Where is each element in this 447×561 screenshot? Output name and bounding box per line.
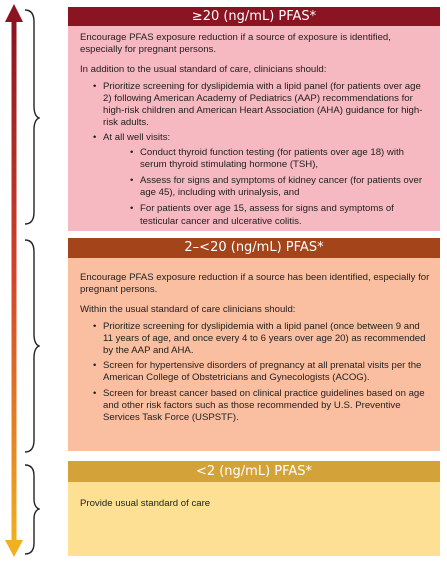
brace-high (25, 10, 39, 224)
low-text: Provide usual standard of care (80, 498, 211, 509)
list-item: • Screen for hypertensive disorders of pregnancy at all prenatal visits per the American College of Obstetricians and Gynecologists (ACOG). (92, 360, 430, 384)
low-level-body (68, 482, 440, 510)
high-list (92, 81, 430, 228)
arrow-up-head (5, 4, 23, 22)
mid-level-panel (68, 238, 440, 451)
list-item: • Prioritize screening for dyslipidemia with a lipid panel (for patients over age 2) following American Academy of Pediatrics (AAP) recommendations for high-risk children and American Heart Association (AHA) guidance for high-risk adults. (92, 81, 430, 130)
list-item: • Prioritize screening for dyslipidemia with a lipid panel (once between 9 and 11 years of age, and once every 4 to 6 years over age 20) as recommended by the AAP and AHA. (92, 321, 430, 358)
brace-mid (25, 240, 39, 452)
arrow-down-head (5, 540, 23, 557)
mid-level-body (68, 258, 440, 424)
low-level-panel (68, 461, 440, 556)
high-sublist (129, 147, 430, 228)
list-item-label: At all well visits: (103, 132, 171, 144)
low-level-title: <2 (ng/mL) PFAS* (68, 461, 440, 482)
high-intro: Encourage PFAS exposure reduction if a source of exposure is identified, especially for pregnant persons. (80, 32, 391, 56)
list-item: • Screen for breast cancer based on clinical practice guidelines based on age and other risk factors such as those recommended by U.S. Preventive Services Task Force (USPSTF). (92, 388, 430, 425)
list-item: • Assess for signs and symptoms of kidney cancer (for patients over age 45), including with urinalysis, and (129, 175, 430, 199)
list-item: • Conduct thyroid function testing (for patients over age 18) with serum thyroid stimulating hormone (TSH), (129, 147, 430, 171)
mid-lead: Within the usual standard of care clinicians should: (80, 304, 296, 316)
high-level-title: ≥20 (ng/mL) PFAS* (68, 7, 440, 26)
mid-intro: Encourage PFAS exposure reduction if a source has been identified, especially for pregnant persons. (80, 272, 430, 296)
brace-low (25, 465, 39, 554)
mid-list (92, 321, 430, 425)
high-level-body (68, 26, 440, 228)
list-item: • For patients over age 15, assess for signs and symptoms of testicular cancer and ulcerative colitis. (129, 203, 430, 227)
severity-arrow (0, 0, 40, 561)
high-level-panel (68, 7, 440, 231)
high-lead: In addition to the usual standard of care, clinicians should: (80, 64, 327, 76)
list-item (92, 132, 430, 227)
mid-level-title: 2–<20 (ng/mL) PFAS* (68, 238, 440, 258)
